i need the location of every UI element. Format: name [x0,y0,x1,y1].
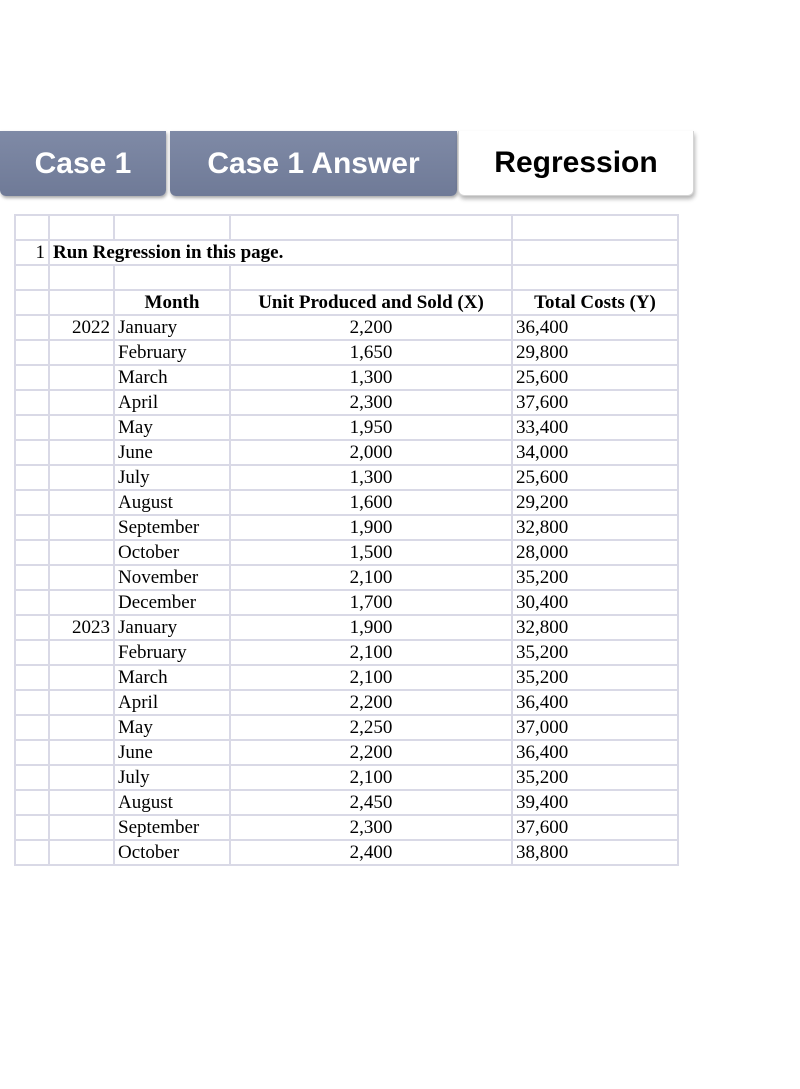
table-row [15,365,678,390]
units-x-cell[interactable]: 1,300 [230,465,512,490]
month-cell[interactable]: May [114,715,230,740]
year-cell[interactable] [49,815,114,840]
month-cell[interactable]: August [114,790,230,815]
month-cell[interactable]: October [114,840,230,865]
units-x-cell[interactable]: 2,400 [230,840,512,865]
table-row [15,715,678,740]
year-cell[interactable] [49,340,114,365]
month-cell[interactable]: February [114,640,230,665]
row-number-cell[interactable] [15,515,49,540]
table-row [15,540,678,565]
total-costs-y-cell[interactable]: 35,200 [512,565,678,590]
cell[interactable] [230,215,512,240]
total-costs-y-cell[interactable]: 39,400 [512,790,678,815]
units-x-cell[interactable]: 1,700 [230,590,512,615]
cell[interactable] [512,265,678,290]
cell[interactable] [49,215,114,240]
table-row [15,390,678,415]
month-cell[interactable]: July [114,465,230,490]
units-x-cell[interactable]: 1,900 [230,615,512,640]
units-x-cell[interactable]: 2,000 [230,440,512,465]
month-cell[interactable]: January [114,615,230,640]
header-month[interactable]: Month [114,290,230,315]
units-x-cell[interactable]: 2,300 [230,815,512,840]
cell[interactable] [15,290,49,315]
year-cell[interactable] [49,840,114,865]
year-cell[interactable] [49,590,114,615]
month-cell[interactable]: December [114,590,230,615]
table-row [15,315,678,340]
total-costs-y-cell[interactable]: 28,000 [512,540,678,565]
header-row [15,290,678,315]
month-cell[interactable]: April [114,390,230,415]
year-cell[interactable] [49,390,114,415]
year-cell[interactable] [49,490,114,515]
year-cell[interactable] [49,715,114,740]
instruction-text[interactable]: Run Regression in this page. [49,240,512,265]
table-row [15,815,678,840]
year-cell[interactable] [49,540,114,565]
year-cell[interactable] [49,690,114,715]
month-cell[interactable]: July [114,765,230,790]
empty-row [15,215,678,240]
year-cell[interactable] [49,415,114,440]
tab-regression[interactable]: Regression [458,131,694,196]
year-cell[interactable] [49,465,114,490]
row-number-cell[interactable] [15,540,49,565]
cell[interactable] [230,265,512,290]
cell[interactable] [114,265,230,290]
units-x-cell[interactable]: 1,300 [230,365,512,390]
cell[interactable] [512,240,678,265]
month-cell[interactable]: September [114,815,230,840]
month-cell[interactable]: May [114,415,230,440]
units-x-cell[interactable]: 1,500 [230,540,512,565]
instruction-row [15,240,678,265]
row-number-cell[interactable] [15,365,49,390]
row-number-cell[interactable] [15,790,49,815]
units-x-cell[interactable]: 2,200 [230,740,512,765]
row-number-cell[interactable] [15,640,49,665]
total-costs-y-cell[interactable]: 25,600 [512,365,678,390]
units-x-cell[interactable]: 2,250 [230,715,512,740]
units-x-cell[interactable]: 1,950 [230,415,512,440]
month-cell[interactable]: February [114,340,230,365]
cell[interactable] [49,290,114,315]
total-costs-y-cell[interactable]: 34,000 [512,440,678,465]
units-x-cell[interactable]: 1,900 [230,515,512,540]
row-number-cell[interactable] [15,590,49,615]
year-cell[interactable] [49,440,114,465]
tab-case-1[interactable]: Case 1 [0,131,166,196]
cell[interactable] [15,215,49,240]
total-costs-y-cell[interactable]: 38,800 [512,840,678,865]
total-costs-y-cell[interactable]: 33,400 [512,415,678,440]
month-cell[interactable]: January [114,315,230,340]
total-costs-y-cell[interactable]: 35,200 [512,765,678,790]
month-cell[interactable]: November [114,565,230,590]
row-number-cell[interactable] [15,415,49,440]
total-costs-y-cell[interactable]: 25,600 [512,465,678,490]
row-number-cell[interactable] [15,715,49,740]
total-costs-y-cell[interactable]: 36,400 [512,740,678,765]
row-number-cell[interactable] [15,315,49,340]
row-number-cell[interactable] [15,840,49,865]
row-number-cell[interactable] [15,615,49,640]
year-cell[interactable]: 2022 [49,315,114,340]
units-x-cell[interactable]: 1,650 [230,340,512,365]
units-x-cell[interactable]: 2,200 [230,690,512,715]
year-cell[interactable] [49,565,114,590]
table-row [15,840,678,865]
total-costs-y-cell[interactable]: 29,800 [512,340,678,365]
table-row [15,465,678,490]
table-row [15,590,678,615]
row-number-cell[interactable] [15,490,49,515]
table-row [15,440,678,465]
month-cell[interactable]: August [114,490,230,515]
total-costs-y-cell[interactable]: 37,600 [512,815,678,840]
month-cell[interactable]: October [114,540,230,565]
total-costs-y-cell[interactable]: 36,400 [512,315,678,340]
table-row [15,340,678,365]
row-number-cell[interactable] [15,465,49,490]
row-number-cell[interactable] [15,340,49,365]
header-total-costs-y[interactable]: Total Costs (Y) [512,290,678,315]
year-cell[interactable] [49,640,114,665]
table-row [15,665,678,690]
year-cell[interactable] [49,765,114,790]
month-cell[interactable]: June [114,440,230,465]
month-cell[interactable]: September [114,515,230,540]
table-row [15,690,678,715]
units-x-cell[interactable]: 2,450 [230,790,512,815]
year-cell[interactable]: 2023 [49,615,114,640]
tab-case-1-answer[interactable]: Case 1 Answer [170,131,457,196]
units-x-cell[interactable]: 1,600 [230,490,512,515]
year-cell[interactable] [49,790,114,815]
row-number-cell[interactable] [15,390,49,415]
total-costs-y-cell[interactable]: 30,400 [512,590,678,615]
year-cell[interactable] [49,665,114,690]
units-x-cell[interactable]: 2,100 [230,565,512,590]
spreadsheet-grid [14,214,679,866]
table-row [15,640,678,665]
units-x-cell[interactable]: 2,100 [230,640,512,665]
cell[interactable] [512,215,678,240]
year-cell[interactable] [49,365,114,390]
header-units-x[interactable]: Unit Produced and Sold (X) [230,290,512,315]
row-number-cell[interactable] [15,565,49,590]
units-x-cell[interactable]: 2,300 [230,390,512,415]
table-row [15,565,678,590]
row-number-cell[interactable] [15,815,49,840]
month-cell[interactable]: March [114,365,230,390]
month-cell[interactable]: April [114,690,230,715]
row-number-cell[interactable] [15,665,49,690]
row-number[interactable]: 1 [15,240,49,265]
table-row [15,490,678,515]
row-number-cell[interactable] [15,765,49,790]
table-row [15,790,678,815]
cell[interactable] [114,215,230,240]
row-number-cell[interactable] [15,440,49,465]
cell[interactable] [49,265,114,290]
month-cell[interactable]: June [114,740,230,765]
total-costs-y-cell[interactable]: 32,800 [512,515,678,540]
total-costs-y-cell[interactable]: 35,200 [512,665,678,690]
units-x-cell[interactable]: 2,100 [230,765,512,790]
month-cell[interactable]: March [114,665,230,690]
total-costs-y-cell[interactable]: 29,200 [512,490,678,515]
table-row [15,765,678,790]
total-costs-y-cell[interactable]: 35,200 [512,640,678,665]
total-costs-y-cell[interactable]: 32,800 [512,615,678,640]
row-number-cell[interactable] [15,740,49,765]
total-costs-y-cell[interactable]: 37,000 [512,715,678,740]
total-costs-y-cell[interactable]: 37,600 [512,390,678,415]
table-row [15,740,678,765]
units-x-cell[interactable]: 2,100 [230,665,512,690]
table-row [15,515,678,540]
year-cell[interactable] [49,740,114,765]
empty-row [15,265,678,290]
spreadsheet-body [15,215,678,865]
units-x-cell[interactable]: 2,200 [230,315,512,340]
table-row [15,415,678,440]
row-number-cell[interactable] [15,690,49,715]
cell[interactable] [15,265,49,290]
total-costs-y-cell[interactable]: 36,400 [512,690,678,715]
table-row [15,615,678,640]
year-cell[interactable] [49,515,114,540]
